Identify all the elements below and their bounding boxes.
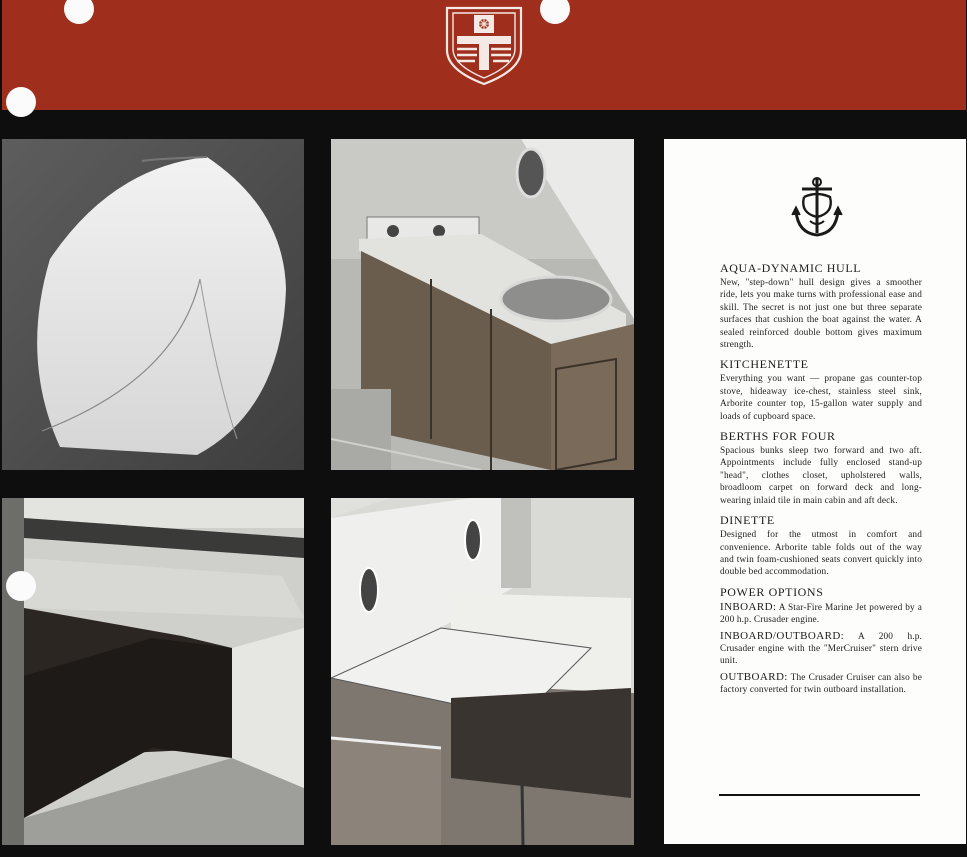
- section-dinette: [720, 514, 922, 579]
- section-hull: [720, 262, 922, 351]
- power-option-text: The Crusader Cruiser can also be factory converted for twin outboard installation.: [720, 672, 922, 696]
- power-option: [720, 601, 922, 627]
- section-title: KITCHENETTE: [720, 357, 809, 372]
- punch-hole: [6, 571, 36, 601]
- power-option: [720, 671, 922, 697]
- kitchenette-photo: [331, 139, 634, 470]
- power-option: [720, 630, 922, 668]
- section-kitchenette: [720, 358, 922, 423]
- dinette-photo: [331, 498, 634, 845]
- section-body: Designed for the utmost in comfort and convenience. Arborite table folds out of the way and twin foam-cushioned seats convert quickly into double bed accommodation.: [720, 530, 922, 578]
- punch-hole: [6, 87, 36, 117]
- section-body: Everything you want — propane gas counter-top stove, hideaway ice-chest, stainless steel sink, Arborite counter top, 15-gallon water supply and loads of cupboard space.: [720, 374, 922, 422]
- feature-copy: [720, 262, 922, 704]
- section-body: Spacious bunks sleep two forward and two aft. Appointments include fully enclosed stand-up "head", clothes closet, upholstered walls, broadloom carpet on forward deck and long-wearing inlaid tile in main cabin and aft deck.: [720, 446, 922, 506]
- section-title: AQUA-DYNAMIC HULL: [720, 261, 862, 275]
- power-option-label: INBOARD:: [720, 600, 777, 613]
- power-option-text: A 200 h.p. Crusader engine with the "MerCruiser" stern drive unit.: [720, 631, 922, 667]
- hull-photo: [2, 139, 304, 470]
- power-option-label: OUTBOARD:: [720, 670, 788, 683]
- closing-rule: [719, 794, 920, 796]
- section-title: POWER OPTIONS: [720, 584, 824, 599]
- section-title: BERTHS FOR FOUR: [720, 429, 836, 444]
- anchor-emblem-icon: [790, 175, 844, 239]
- shield-crest-icon: [441, 4, 527, 86]
- power-option-label: INBOARD/OUTBOARD:: [720, 629, 845, 642]
- berths-photo: [2, 498, 304, 845]
- power-option-text: A Star-Fire Marine Jet powered by a 200 h.p. Crusader engine.: [720, 602, 922, 626]
- section-title: DINETTE: [720, 513, 775, 528]
- section-power: [720, 586, 922, 697]
- section-berths: [720, 430, 922, 507]
- section-body: New, "step-down" hull design gives a smoother ride, lets you make turns with professional ease and skill. The secret is not just one but three separate surfaces that cushion the boat against the water. A sealed reinforced double bottom gives maximum strength.: [720, 278, 922, 351]
